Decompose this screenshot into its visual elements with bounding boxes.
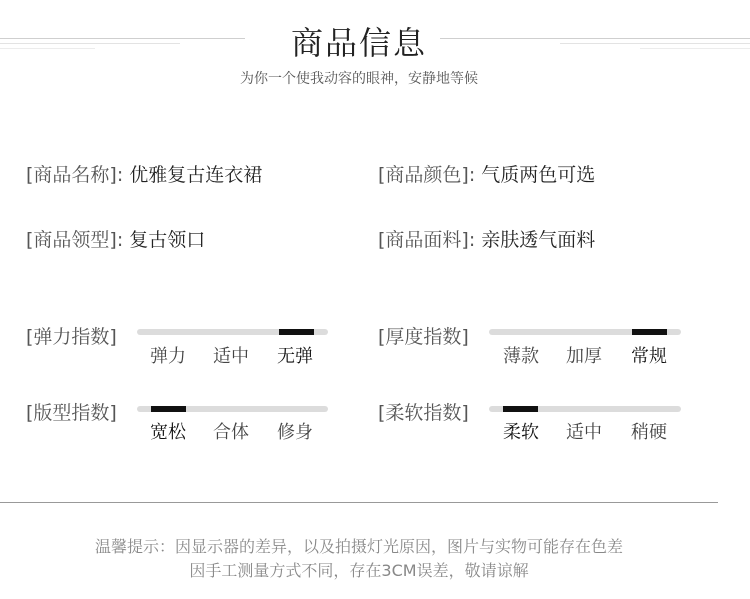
index-track-thickness bbox=[489, 329, 681, 335]
index-tick: 稍硬 bbox=[631, 422, 667, 443]
page-subtitle: 为你一个使我动容的眼神，安静地等候 bbox=[240, 71, 478, 87]
index-tick: 薄款 bbox=[503, 346, 539, 367]
info-product-name bbox=[26, 160, 262, 187]
info-product-fabric bbox=[378, 225, 595, 252]
index-indicator bbox=[151, 406, 186, 412]
index-tick: 常规 bbox=[631, 346, 667, 367]
divider bbox=[0, 502, 718, 503]
index-tick: 适中 bbox=[213, 346, 249, 367]
index-label-thickness: [厚度指数] bbox=[378, 326, 469, 348]
index-tick: 无弹 bbox=[277, 346, 313, 367]
info-value: 优雅复古连衣裙 bbox=[129, 164, 263, 186]
index-indicator bbox=[279, 329, 314, 335]
index-label-elasticity: [弹力指数] bbox=[26, 326, 117, 348]
index-tick: 适中 bbox=[566, 422, 602, 443]
info-value: 气质两色可选 bbox=[481, 164, 596, 186]
info-value: 复古领口 bbox=[129, 229, 206, 251]
index-tick: 合体 bbox=[213, 422, 249, 443]
index-track-softness bbox=[489, 406, 681, 412]
index-indicator bbox=[632, 329, 667, 335]
info-key: [商品面料]: bbox=[378, 229, 476, 251]
info-product-color bbox=[378, 160, 595, 187]
index-tick: 柔软 bbox=[503, 422, 539, 443]
info-value: 亲肤透气面料 bbox=[481, 229, 596, 251]
info-product-collar bbox=[26, 225, 205, 252]
index-indicator bbox=[503, 406, 538, 412]
index-label-fit: [版型指数] bbox=[26, 402, 117, 424]
footer-note-line2: 因手工测量方式不同，存在3CM误差，敬请谅解 bbox=[189, 561, 529, 580]
page-title: 商品信息 bbox=[290, 24, 427, 62]
index-tick: 加厚 bbox=[566, 346, 602, 367]
index-label-softness: [柔软指数] bbox=[378, 402, 469, 424]
index-tick: 弹力 bbox=[150, 346, 186, 367]
index-tick: 修身 bbox=[277, 422, 313, 443]
index-track-elasticity bbox=[137, 329, 328, 335]
info-key: [商品颜色]: bbox=[378, 164, 476, 186]
index-track-fit bbox=[137, 406, 328, 412]
index-tick: 宽松 bbox=[150, 422, 186, 443]
info-key: [商品名称]: bbox=[26, 164, 124, 186]
info-key: [商品领型]: bbox=[26, 229, 124, 251]
footer-note-line1: 温馨提示：因显示器的差异，以及拍摄灯光原因，图片与实物可能存在色差 bbox=[94, 537, 623, 556]
